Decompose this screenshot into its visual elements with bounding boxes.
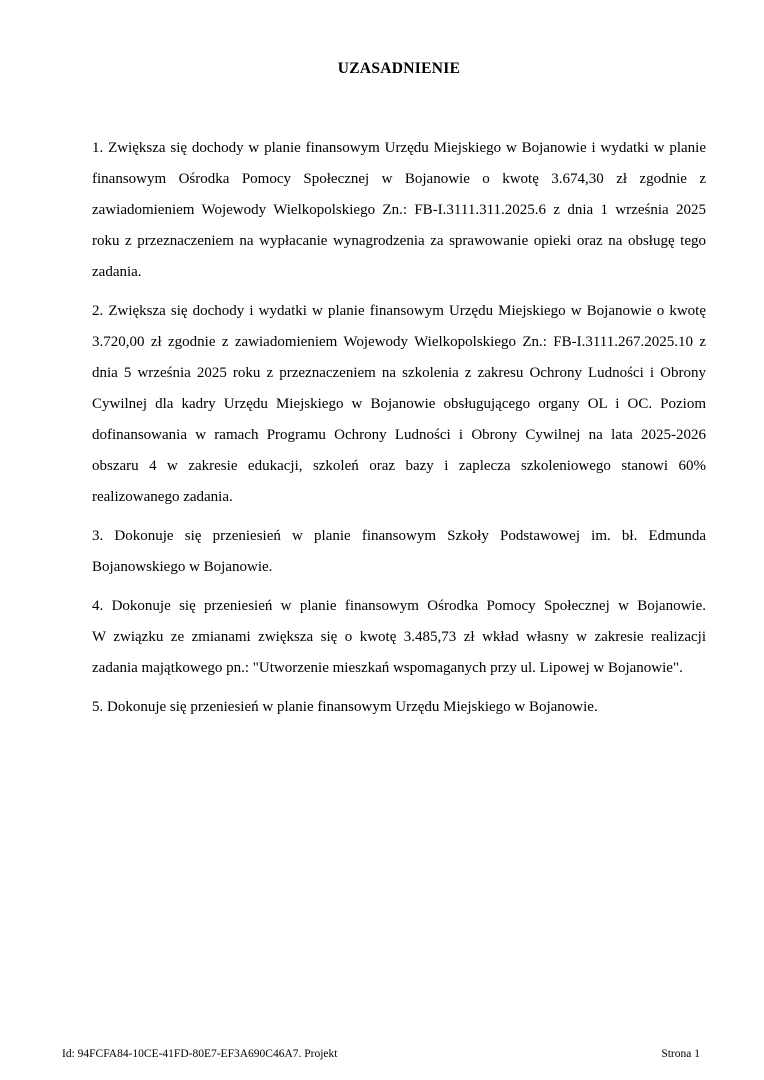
paragraph-line: realizowanego zadania. (92, 489, 233, 505)
paragraph (92, 591, 706, 684)
document-body (92, 133, 706, 731)
paragraph-line: 4. Dokonuje się przeniesień w planie finansowym Ośrodka Pomocy Społecznej w Bojanowie. (92, 598, 706, 614)
paragraph-line: finansowym Ośrodka Pomocy Społecznej w Bojanowie o kwotę 3.674,30 zł zgodnie z (92, 171, 706, 187)
paragraph-line: 3. Dokonuje się przeniesień w planie finansowym Szkoły Podstawowej im. bł. Edmunda (92, 528, 706, 544)
document-id-text: Id: 94FCFA84-10CE-41FD-80E7-EF3A690C46A7. Projekt (62, 1048, 338, 1060)
paragraph-line: dnia 5 września 2025 roku z przeznaczeniem na szkolenia z zakresu Ochrony Ludności i Obrony (92, 365, 706, 381)
paragraph-line: zadania majątkowego pn.: "Utworzenie mieszkań wspomaganych przy ul. Lipowej w Bojanowie". (92, 660, 683, 676)
page-number-label: Strona 1 (661, 1048, 700, 1060)
paragraph (92, 296, 706, 513)
paragraph (92, 521, 706, 583)
paragraph-line: zadania. (92, 264, 142, 280)
paragraph-line: 5. Dokonuje się przeniesień w planie finansowym Urzędu Miejskiego w Bojanowie. (92, 699, 598, 715)
page-footer (62, 1046, 700, 1062)
paragraph-line: obszaru 4 w zakresie edukacji, szkoleń oraz bazy i zaplecza szkoleniowego stanowi 60% (92, 458, 706, 474)
paragraph (92, 133, 706, 288)
paragraph (92, 692, 706, 723)
paragraph-line: zawiadomieniem Wojewody Wielkopolskiego Zn.: FB-I.3111.311.2025.6 z dnia 1 września 2025 (92, 202, 706, 218)
paragraph-line: roku z przeznaczeniem na wypłacanie wynagrodzenia za sprawowanie opieki oraz na obsługę tego (92, 233, 706, 249)
paragraph-line: 2. Zwiększa się dochody i wydatki w planie finansowym Urzędu Miejskiego w Bojanowie o kwotę (92, 303, 706, 319)
paragraph-line: 1. Zwiększa się dochody w planie finansowym Urzędu Miejskiego w Bojanowie i wydatki w planie (92, 140, 706, 156)
document-title: UZASADNIENIE (337, 60, 461, 77)
paragraph-line: Bojanowskiego w Bojanowie. (92, 559, 273, 575)
paragraph-line: W związku ze zmianami zwiększa się o kwotę 3.485,73 zł wkład własny w zakresie realizacji (92, 629, 706, 645)
paragraph-line: Cywilnej dla kadry Urzędu Miejskiego w Bojanowie obsługującego organy OL i OC. Poziom (92, 396, 706, 412)
paragraph-line: dofinansowania w ramach Programu Ochrony Ludności i Obrony Cywilnej na lata 2025-2026 (92, 427, 706, 443)
paragraph-line: 3.720,00 zł zgodnie z zawiadomieniem Wojewody Wielkopolskiego Zn.: FB-I.3111.267.2025.10 z (92, 334, 706, 350)
